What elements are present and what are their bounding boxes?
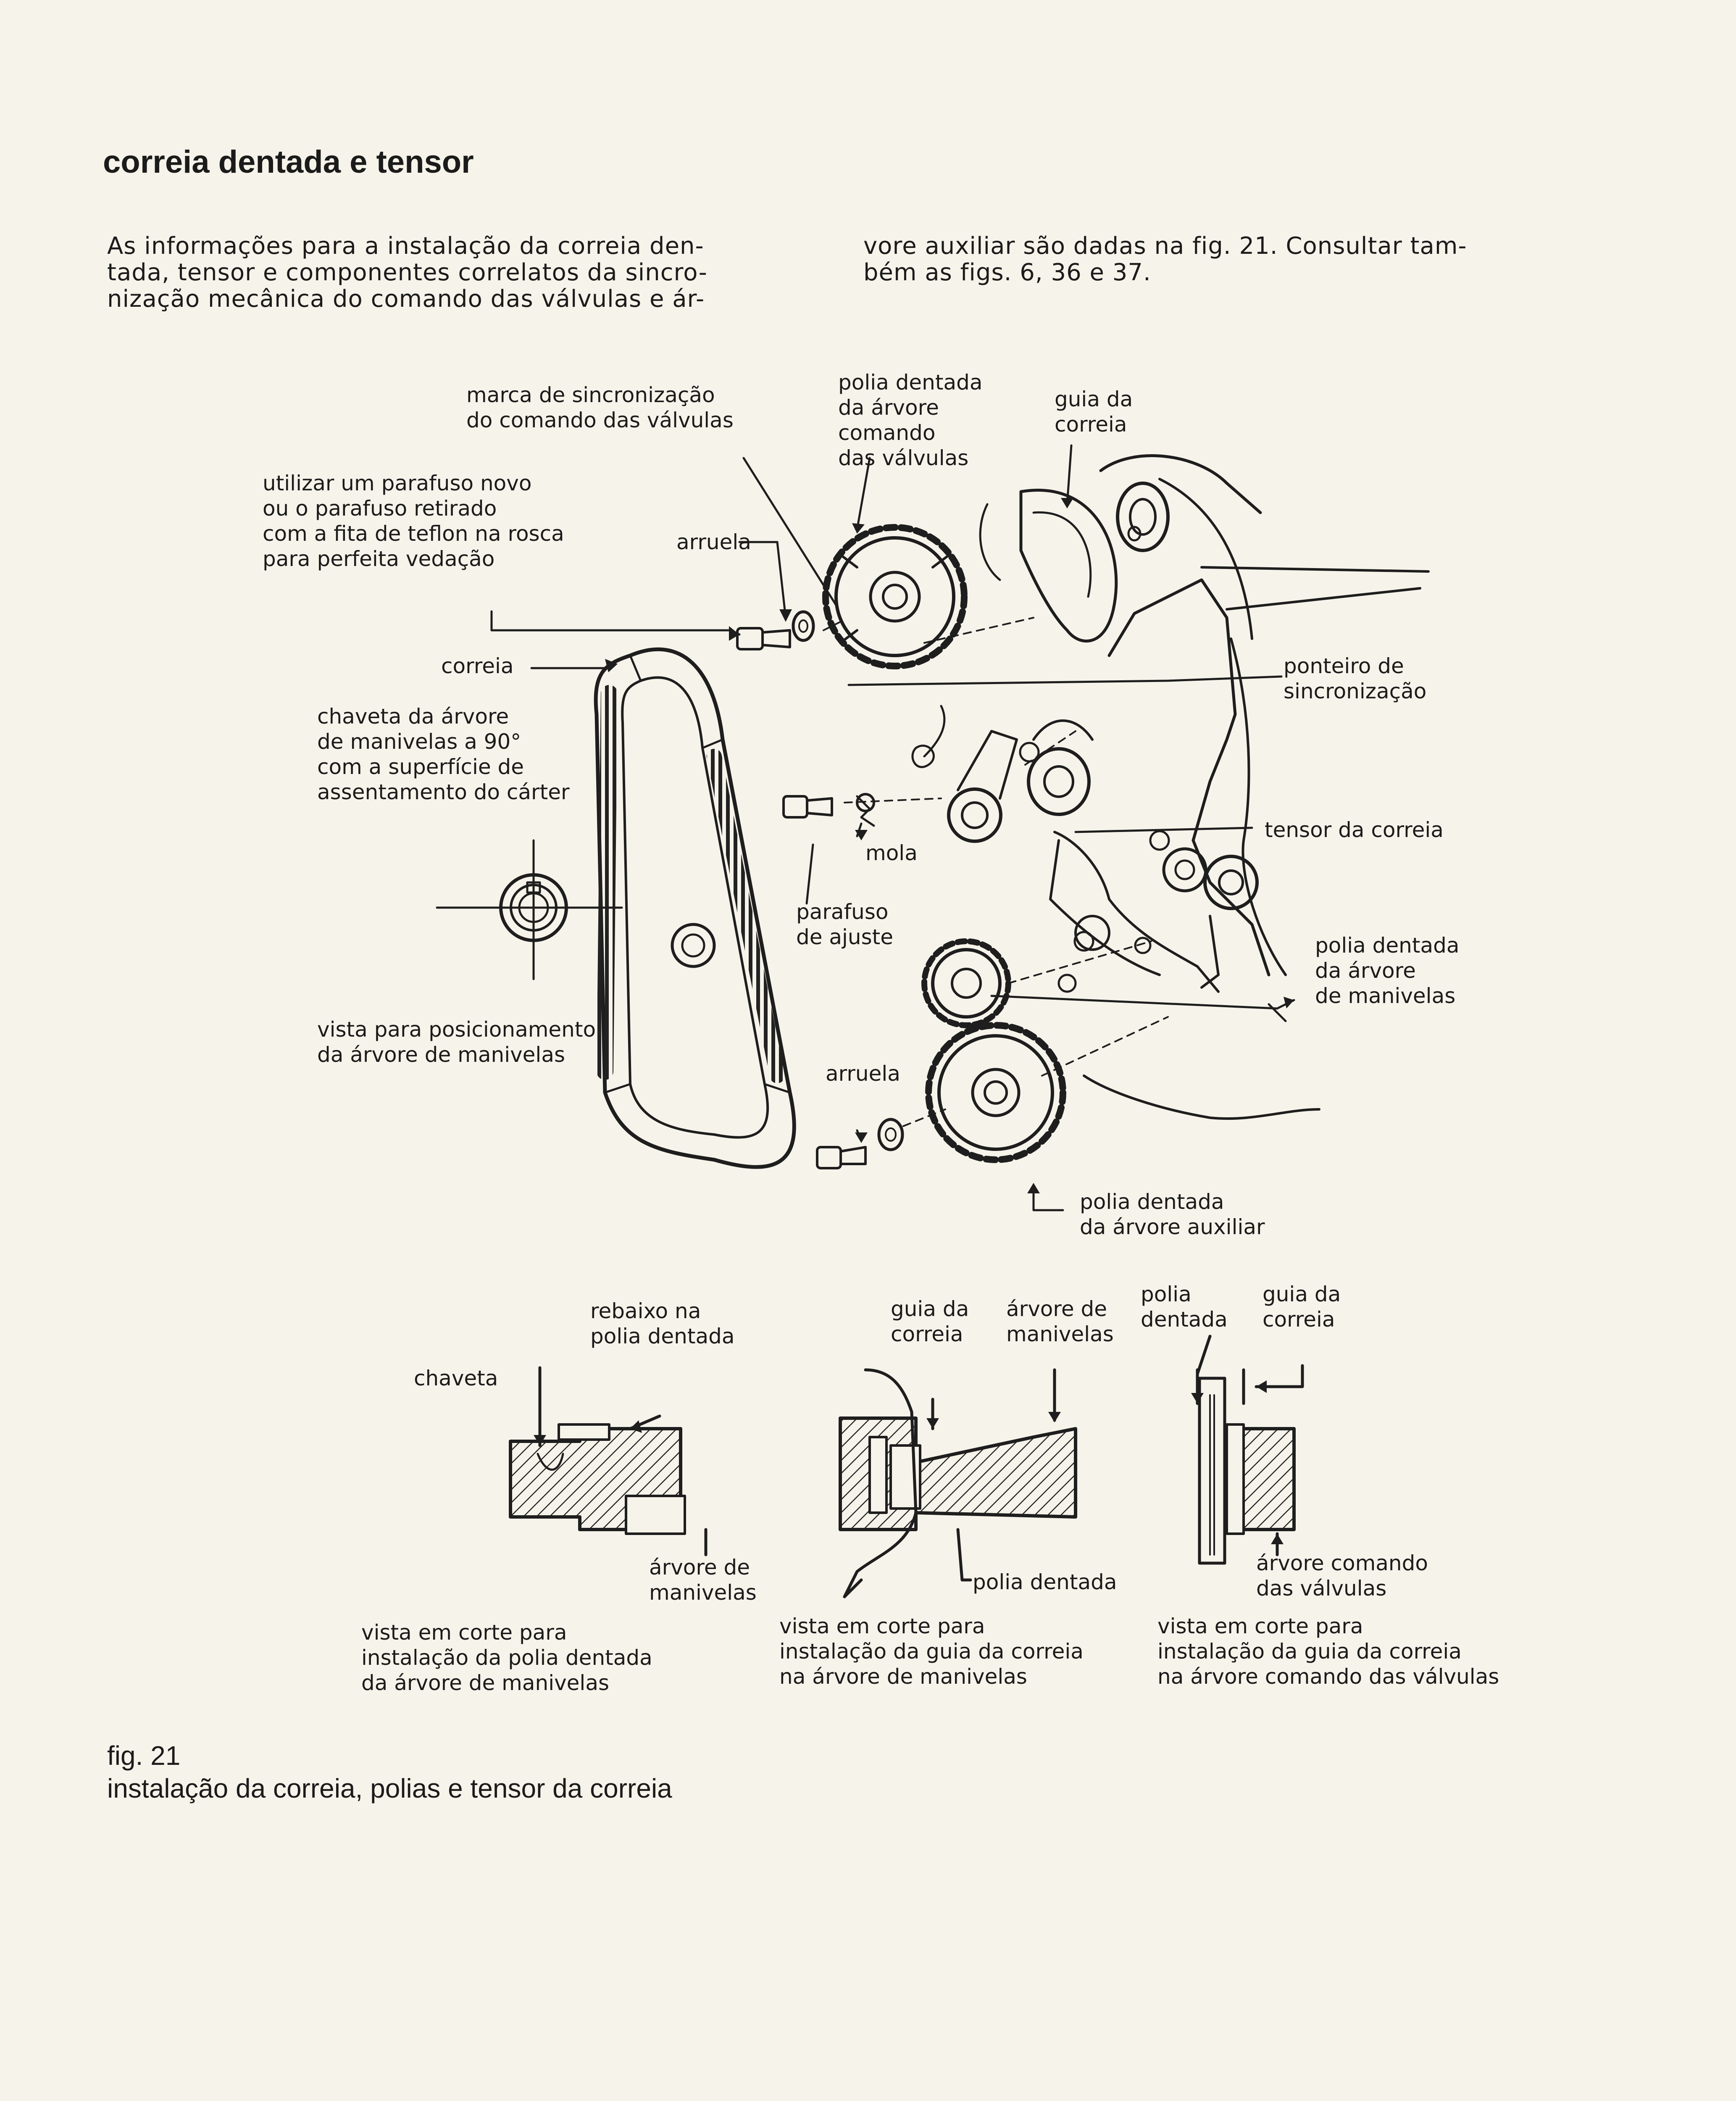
intro-col2-line1: vore auxiliar são dadas na fig. 21. Consultar tam-	[863, 232, 1467, 260]
label-polia-manivelas-line1: polia dentada	[1315, 933, 1460, 958]
section-view-crank-guide	[840, 1370, 1076, 1597]
sv-mid-caption-line2: instalação da guia da correia	[779, 1639, 1084, 1664]
sv-right-arvore-line2: das válvulas	[1256, 1576, 1387, 1601]
sv-right-caption-line3: na árvore comando das válvulas	[1157, 1664, 1499, 1689]
crankshaft-position-view	[437, 840, 622, 979]
label-utilizar-line3: com a fita de teflon na rosca	[263, 521, 564, 546]
figure-number: fig. 21	[107, 1740, 181, 1771]
label-mola: mola	[865, 841, 918, 865]
label-utilizar-line4: para perfeita vedação	[263, 547, 495, 571]
bolt-washer-top	[737, 612, 813, 649]
label-parafuso-line1: parafuso	[796, 900, 889, 924]
auxiliary-shaft-sprocket	[928, 1025, 1063, 1160]
label-ponteiro-line1: ponteiro de	[1284, 654, 1404, 678]
timing-belt	[596, 649, 794, 1167]
sv-right-polia-line1: polia	[1141, 1282, 1192, 1306]
sv-mid-guia-line1: guia da	[891, 1297, 969, 1321]
label-correia: correia	[441, 654, 514, 678]
label-polia-manivelas-line3: de manivelas	[1315, 984, 1456, 1008]
sv-left-chaveta: chaveta	[414, 1366, 498, 1390]
label-utilizar-line2: ou o parafuso retirado	[263, 496, 497, 521]
adjusting-bolt	[784, 746, 934, 826]
sv-mid-caption-line3: na árvore de manivelas	[779, 1664, 1027, 1689]
label-chaveta-line4: assentamento do cárter	[317, 780, 570, 804]
dashed-lines	[823, 618, 1168, 1126]
belt-cover-upper	[1101, 455, 1428, 639]
label-chaveta-line2: de manivelas a 90°	[317, 729, 521, 754]
intro-col2-line2: bém as figs. 6, 36 e 37.	[863, 259, 1151, 286]
label-polia-manivelas-line2: da árvore	[1315, 958, 1416, 983]
label-chaveta-line3: com a superfície de	[317, 755, 524, 779]
label-utilizar-line1: utilizar um parafuso novo	[263, 471, 532, 495]
label-polia-comando-line4: das válvulas	[838, 446, 969, 470]
sv-right-arvore-line1: árvore comando	[1256, 1551, 1428, 1575]
label-guia-line2: correia	[1055, 412, 1127, 437]
label-arruela-bottom: arruela	[826, 1061, 900, 1086]
sv-left-rebaixo-line2: polia dentada	[590, 1324, 735, 1348]
label-guia-line1: guia da	[1055, 387, 1133, 411]
label-arruela-top: arruela	[676, 530, 751, 554]
section-view-cam-guide	[1197, 1336, 1302, 1563]
section-view-crank-sprocket	[510, 1368, 706, 1555]
sv-right-guia-line2: correia	[1263, 1307, 1335, 1332]
sv-mid-caption-line1: vista em corte para	[779, 1614, 985, 1638]
label-ponteiro-line2: sincronização	[1284, 679, 1427, 703]
label-tensor: tensor da correia	[1265, 818, 1444, 842]
bolt-washer-bottom	[817, 1119, 902, 1168]
sv-left-caption-line1: vista em corte para	[361, 1620, 567, 1645]
sv-left-caption-line3: da árvore de manivelas	[361, 1671, 610, 1695]
intro-col1-line1: As informações para a instalação da correia den-	[107, 232, 704, 260]
label-vista-pos-line1: vista para posicionamento	[317, 1017, 596, 1042]
label-parafuso-line2: de ajuste	[796, 925, 894, 949]
label-polia-auxiliar-line1: polia dentada	[1080, 1190, 1224, 1214]
label-marca-line2: do comando das válvulas	[466, 408, 734, 432]
label-polia-comando-line1: polia dentada	[838, 370, 983, 395]
section-title: correia dentada e tensor	[103, 144, 474, 180]
camshaft-sprocket	[826, 527, 964, 666]
sv-right-caption-line1: vista em corte para	[1157, 1614, 1363, 1638]
engine-block-front	[1050, 580, 1319, 1119]
belt-guide-disc	[980, 490, 1116, 641]
label-chaveta-line1: chaveta da árvore	[317, 704, 509, 729]
intro-col1-line2: tada, tensor e componentes correlatos da sincro-	[107, 259, 708, 286]
label-vista-pos-line2: da árvore de manivelas	[317, 1043, 566, 1067]
figure-caption: instalação da correia, polias e tensor da correia	[107, 1773, 672, 1803]
label-marca-line1: marca de sincronização	[466, 383, 715, 407]
label-polia-comando-line2: da árvore	[838, 395, 939, 420]
coolant-pump-pulley	[1059, 856, 1257, 992]
label-polia-auxiliar-line2: da árvore auxiliar	[1080, 1215, 1265, 1239]
sv-mid-polia: polia dentada	[973, 1570, 1117, 1594]
sv-left-arvore-line1: árvore de	[649, 1555, 750, 1580]
label-polia-comando-line3: comando	[838, 421, 936, 445]
crankshaft-sprocket	[924, 941, 1008, 1025]
sv-mid-arvore-line1: árvore de	[1006, 1297, 1107, 1321]
arrow-heads	[534, 498, 1294, 1544]
sv-right-polia-line2: dentada	[1141, 1307, 1228, 1332]
sv-left-arvore-line2: manivelas	[649, 1580, 757, 1605]
sv-mid-arvore-line2: manivelas	[1006, 1322, 1114, 1346]
sv-right-caption-line2: instalação da guia da correia	[1157, 1639, 1462, 1664]
sv-left-caption-line2: instalação da polia dentada	[361, 1646, 652, 1670]
belt-tensioner	[924, 706, 1092, 841]
sv-right-guia-line1: guia da	[1263, 1282, 1341, 1306]
sv-mid-guia-line2: correia	[891, 1322, 963, 1346]
intro-col1-line3: nização mecânica do comando das válvulas e ár-	[107, 285, 705, 313]
sv-left-rebaixo-line1: rebaixo na	[590, 1299, 701, 1323]
